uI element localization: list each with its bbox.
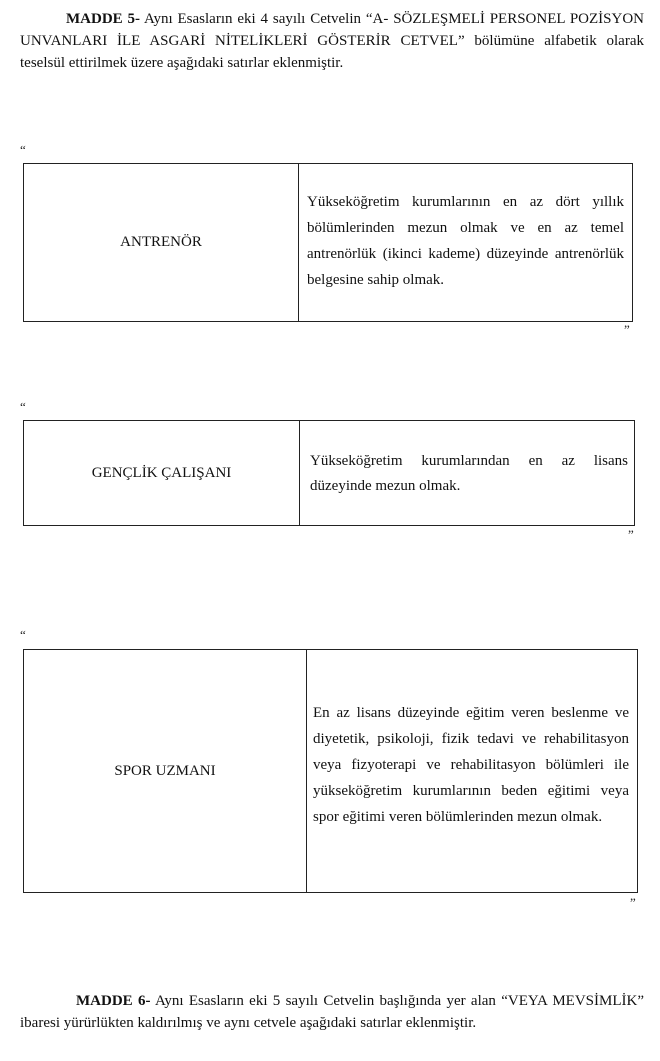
requirement-cell: [299, 160, 632, 321]
position-title-cell: [24, 164, 299, 321]
opening-quote-3: “: [20, 627, 26, 642]
requirement-cell: [300, 421, 634, 525]
requirement-text: En az lisans düzeyinde eğitim veren beslenme ve diyetetik, psikoloji, fizik tedavi ve rehabilitasyon veya fizyoterapi ve rehabilitasyon bölümleri ile yükseköğretim kurumlarının beden eğitimi veya spor eğitimi veren bölümlerinden mezun olmak.: [313, 705, 629, 825]
closing-quote-1: ”: [624, 322, 630, 337]
table-row-spor-uzmani: [23, 649, 638, 893]
opening-quote-1: “: [20, 142, 26, 157]
position-title: SPOR UZMANI: [114, 762, 216, 779]
closing-quote-2: ”: [628, 527, 634, 542]
article-5-text: Aynı Esasların eki 4 sayılı Cetvelin “A- SÖZLEŞMELİ PERSONEL POZİSYON UNVANLARI İLE ASGARİ NİTELİKLERİ GÖSTERİR CETVEL” bölümüne alfabetik olarak teselsül ettirilmek üzere aşağıdaki satırlar eklenmiştir.: [20, 11, 645, 71]
position-title: GENÇLİK ÇALIŞANI: [91, 464, 232, 481]
requirement-text: Yükseköğretim kurumlarının en az dört yıllık bölümlerinden mezun olmak ve en az temel antrenörlük (ikinci kademe) düzeyinde antrenörlük belgesine sahip olmak.: [307, 193, 624, 288]
requirement-text: Yükseköğretim kurumlarından en az lisans düzeyinde mezun olmak.: [310, 453, 628, 494]
article-6-label: MADDE 6-: [76, 993, 151, 1009]
article-5-label: MADDE 5-: [66, 11, 141, 27]
closing-quote-3: ”: [630, 895, 636, 910]
article-6-paragraph: [20, 990, 644, 1034]
table-row-antrenor: [23, 163, 633, 322]
position-title-cell: [24, 650, 307, 892]
article-5-paragraph: [20, 8, 644, 74]
position-title-cell: [24, 421, 300, 525]
position-title: ANTRENÖR: [120, 234, 202, 250]
requirement-cell: [307, 638, 637, 892]
table-row-genclik-calisani: [23, 420, 635, 526]
opening-quote-2: “: [20, 399, 26, 414]
article-6-text: Aynı Esasların eki 5 sayılı Cetvelin başlığında yer alan “VEYA MEVSİMLİK” ibaresi yürürlükten kaldırılmış ve aynı cetvele aşağıdaki satırlar eklenmiştir.: [20, 993, 645, 1031]
